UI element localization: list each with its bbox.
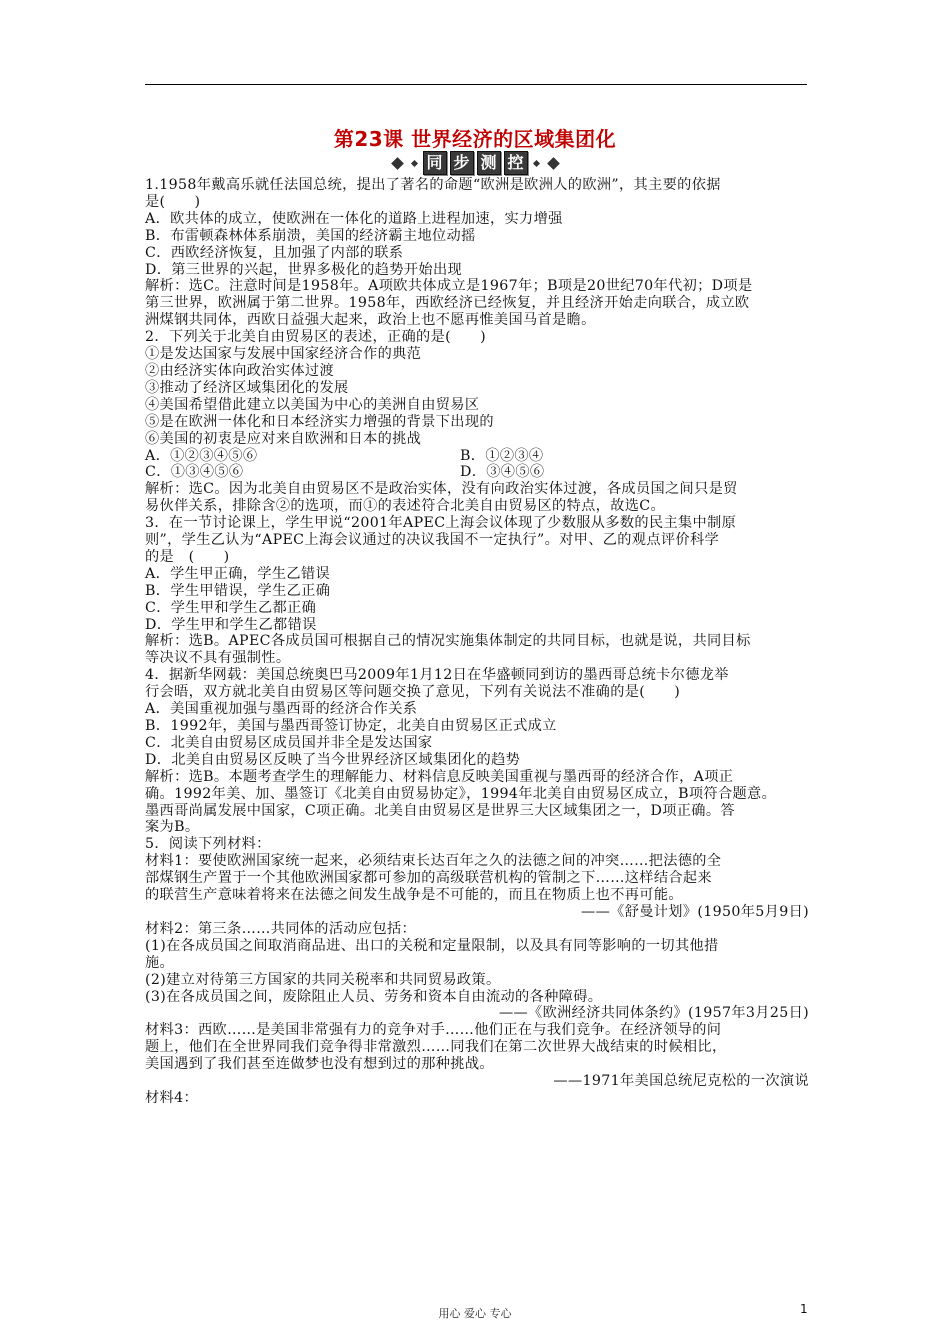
text-line: ②由经济实体向政治实体过渡	[145, 362, 334, 379]
option-d: D．③④⑤⑥	[460, 464, 545, 481]
text-line: 解析：选C。因为北美自由贸易区不是政治实体，没有向政治实体过渡，各成员国之间只是贸	[145, 481, 738, 498]
text-line: 4．据新华网载：美国总统奥巴马2009年1月12日在华盛顿同到访的墨西哥总统卡尔德龙举	[145, 667, 729, 684]
section-banner	[0, 150, 950, 176]
page-number: 1	[800, 1302, 808, 1316]
header-rule	[145, 84, 807, 85]
text-line: 确。1992年美、加、墨签订《北美自由贸易协定》，1994年北美自由贸易区成立，B项符合题意。	[145, 785, 777, 802]
text-line: 部煤钢生产置于一个其他欧洲国家都可参加的高级联营机构的管制之下……这样结合起来	[145, 870, 712, 887]
source-citation: ——1971年美国总统尼克松的一次演说	[553, 1073, 809, 1090]
text-line: 题上，他们在全世界同我们竞争得非常激烈……同我们在第二次世界大战结束的时候相比，	[145, 1039, 727, 1056]
diamond-icon	[410, 159, 417, 166]
text-line: 1.1958年戴高乐就任法国总统，提出了著名的命题“欧洲是欧洲人的欧洲”，其主要的依据	[145, 177, 721, 193]
banner-char: 步	[450, 151, 474, 175]
banner-char: 控	[504, 151, 528, 175]
question-block-2	[145, 481, 809, 904]
text-line: B．学生甲错误，学生乙正确	[145, 582, 331, 599]
text-line: 材料2：第三条……共同体的活动应包括：	[145, 920, 417, 937]
diamond-icon	[532, 159, 539, 166]
banner-char: 测	[477, 151, 501, 175]
document-body	[145, 177, 809, 1107]
text-line: D．北美自由贸易区反映了当今世界经济区域集团化的趋势	[145, 751, 521, 768]
diamond-icon	[391, 157, 404, 170]
option-a: A．①②③④⑤⑥	[145, 447, 258, 464]
text-line: ④美国希望借此建立以美国为中心的美洲自由贸易区	[145, 396, 480, 413]
options-row	[145, 448, 809, 465]
text-line: C．西欧经济恢复，且加强了内部的联系	[145, 244, 404, 261]
text-line: D．学生甲和学生乙都错误	[145, 616, 317, 633]
text-line: 则”，学生乙认为“APEC上海会议通过的决议我国不一定执行”。对甲、乙的观点评价科学	[145, 532, 720, 549]
text-line: 解析：选C。注意时间是1958年。A项欧共体成立是1967年；B项是20世纪70年代初；D项是	[145, 278, 753, 295]
text-line: C．学生甲和学生乙都正确	[145, 599, 317, 616]
text-line: B．布雷顿森林体系崩溃，美国的经济霸主地位动摇	[145, 227, 476, 244]
text-line: ⑤是在欧洲一体化和日本经济实力增强的背景下出现的	[145, 413, 494, 430]
text-line: (3)在各成员国之间，废除阻止人员、劳务和资本自由流动的各种障碍。	[145, 988, 603, 1005]
banner-char: 同	[423, 151, 447, 175]
text-line: 施。	[145, 954, 175, 971]
text-line: 是( )	[145, 193, 201, 210]
question-block-1	[145, 177, 809, 448]
text-line: ①是发达国家与发展中国家经济合作的典范	[145, 346, 422, 363]
text-line: A．学生甲正确，学生乙错误	[145, 565, 331, 582]
option-c: C．①③④⑤⑥	[145, 464, 244, 481]
text-line: 墨西哥尚属发展中国家，C项正确。北美自由贸易区是世界三大区域集团之一，D项正确。答	[145, 802, 735, 819]
text-line: 2．下列关于北美自由贸易区的表述，正确的是( )	[145, 329, 486, 346]
text-line: D．第三世界的兴起，世界多极化的趋势开始出现	[145, 261, 463, 278]
text-line: B．1992年，美国与墨西哥签订协定，北美自由贸易区正式成立	[145, 718, 557, 734]
text-line: C．北美自由贸易区成员国并非全是发达国家	[145, 734, 433, 751]
text-line: ⑥美国的初衷是应对来自欧洲和日本的挑战	[145, 430, 422, 447]
text-line: 案为B。	[145, 819, 200, 836]
text-line: 材料3：西欧……是美国非常强有力的竞争对手……他们正在与我们竞争。在经济领导的问	[145, 1022, 722, 1039]
source-citation: ——《欧洲经济共同体条约》(1957年3月25日)	[498, 1005, 809, 1022]
page-footer: 用心 爱心 专心	[438, 1307, 512, 1320]
material-block-2	[145, 921, 809, 1006]
text-line: 5．阅读下列材料：	[145, 836, 271, 853]
diamond-icon	[547, 157, 560, 170]
text-line: 第三世界，欧洲属于第二世界。1958年，西欧经济已经恢复，并且经济开始走向联合，成立欧	[145, 295, 750, 312]
material-block-4	[145, 1090, 809, 1107]
text-line: 的是 ( )	[145, 548, 230, 565]
text-line: A．美国重视加强与墨西哥的经济合作关系	[145, 701, 418, 718]
options-row	[145, 464, 809, 481]
text-line: 易伙伴关系，排除含②的选项，而①的表述符合北美自由贸易区的特点，故选C。	[145, 498, 666, 515]
text-line: A．欧共体的成立，使欧洲在一体化的道路上进程加速，实力增强	[145, 210, 563, 227]
text-line: ③推动了经济区域集团化的发展	[145, 379, 349, 396]
text-line: (2)建立对待第三方国家的共同关税率和共同贸易政策。	[145, 971, 501, 988]
text-line: 材料1：要使欧洲国家统一起来，必须结束长达百年之久的法德之间的冲突……把法德的全	[145, 853, 722, 870]
text-line: 洲煤钢共同体，西欧日益强大起来，政治上也不愿再惟美国马首是瞻。	[145, 312, 596, 329]
text-line: 的联营生产意味着将来在法德之间发生战争是不可能的，而且在物质上也不再可能。	[145, 887, 683, 904]
text-line: 美国遇到了我们甚至连做梦也没有想到过的那种挑战。	[145, 1056, 494, 1073]
page-title: 第23课 世界经济的区域集团化	[333, 127, 617, 151]
text-line: 解析：选B。本题考查学生的理解能力、材料信息反映美国重视与墨西哥的经济合作，A项正	[145, 768, 734, 785]
text-line: 等决议不具有强制性。	[145, 650, 291, 667]
text-line: 解析：选B。APEC各成员国可根据自己的情况实施集体制定的共同目标，也就是说，共同目标	[145, 633, 751, 650]
source-citation: ——《舒曼计划》(1950年5月9日)	[581, 903, 809, 920]
text-line: (1)在各成员国之间取消商品进、出口的关税和定量限制，以及具有同等影响的一切其他措	[145, 937, 719, 954]
text-line: 3．在一节讨论课上，学生甲说“2001年APEC上海会议体现了少数服从多数的民主集中制原	[145, 515, 737, 532]
text-line: 材料4：	[145, 1089, 198, 1106]
option-b: B．①②③④	[460, 447, 544, 464]
text-line: 行会晤，双方就北美自由贸易区等问题交换了意见，下列有关说法不准确的是( )	[145, 684, 681, 701]
material-block-3	[145, 1022, 809, 1073]
